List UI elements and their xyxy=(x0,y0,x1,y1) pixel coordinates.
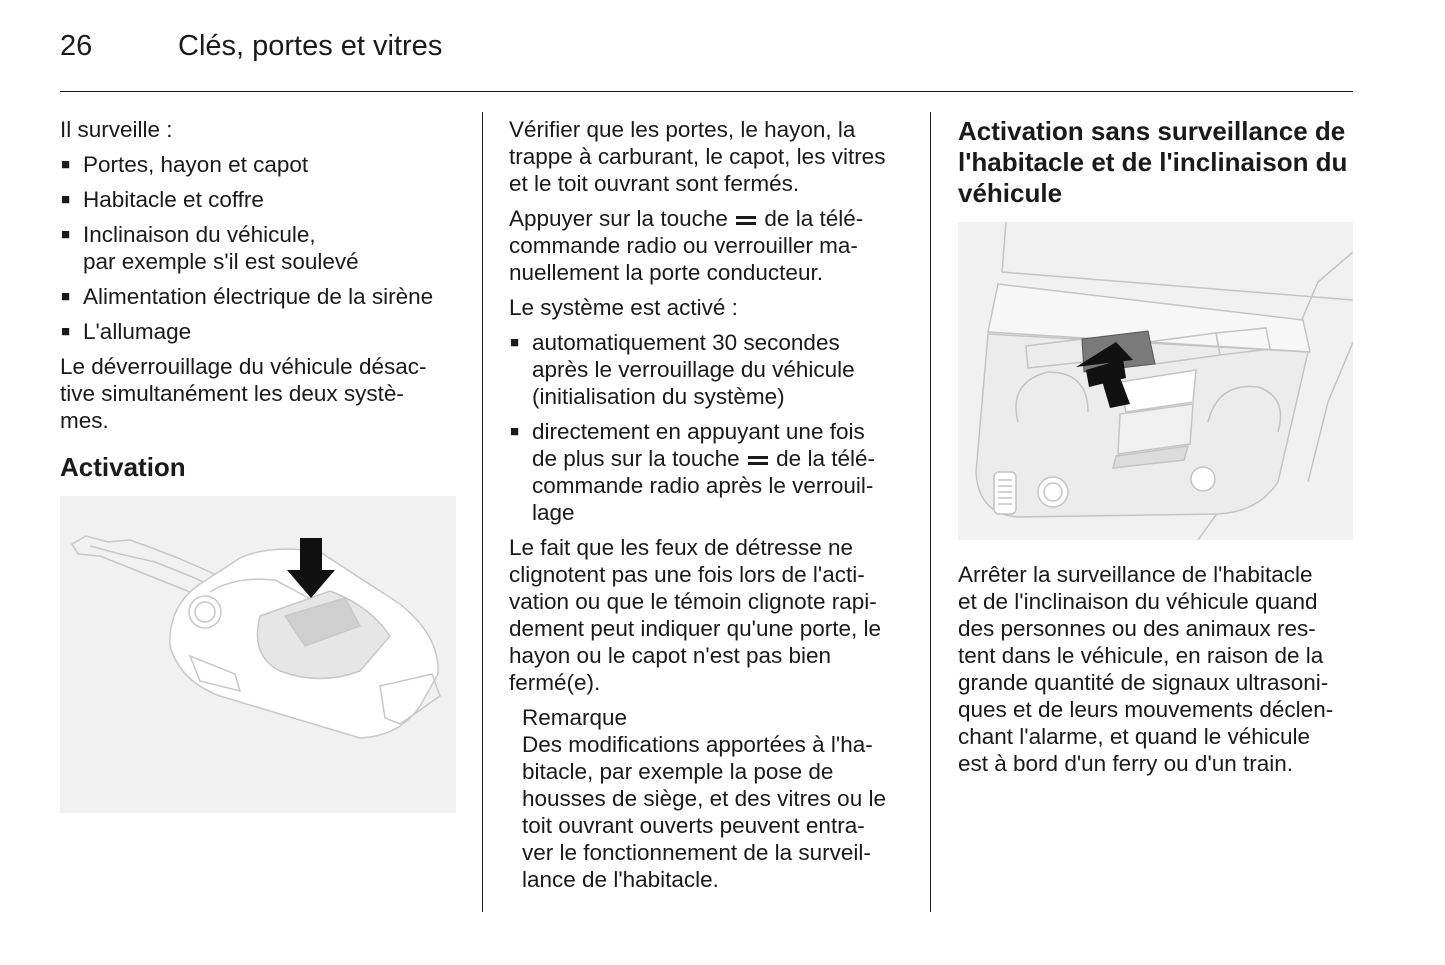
bullet-line: de plus sur la touche xyxy=(532,446,740,471)
text-line: Vérifier que les portes, le hayon, la xyxy=(509,117,856,142)
bullet-line: de la télé- xyxy=(776,446,875,471)
note-body xyxy=(522,731,909,893)
column-3-text xyxy=(958,561,1353,785)
column-2 xyxy=(509,116,909,893)
bullet-item: ■ Alimentation électrique de la sirène xyxy=(60,283,465,310)
bullet-item: ■ L'allumage xyxy=(60,318,465,345)
text-line: Le fait que les feux de détresse ne xyxy=(509,535,853,560)
column-divider-2 xyxy=(930,112,931,912)
unlock-paragraph xyxy=(60,353,465,434)
activation-heading: Activation xyxy=(60,452,186,482)
text-line: est à bord d'un ferry ou d'un train. xyxy=(958,751,1294,776)
bullet-line: automatiquement 30 secondes xyxy=(532,330,840,355)
lock-key-icon xyxy=(748,456,768,465)
text-line: nuellement la porte conducteur. xyxy=(509,260,823,285)
check-paragraph xyxy=(509,116,909,197)
text-line: Des modifications apportées à l'ha- xyxy=(522,732,873,757)
bullet-line: lage xyxy=(532,500,575,525)
note-title: Remarque xyxy=(522,705,628,730)
text-line: et de l'inclinaison du véhicule quand xyxy=(958,589,1318,614)
column-divider-1 xyxy=(482,112,483,912)
text-line: ver le fonctionnement de la surveil- xyxy=(522,840,871,865)
text-line: commande radio ou verrouiller ma- xyxy=(509,233,858,258)
column-3 xyxy=(958,116,1353,209)
bullet-item xyxy=(60,221,465,275)
text-line: Appuyer sur la touche xyxy=(509,206,728,231)
text-line: clignotent pas une fois lors de l'acti- xyxy=(509,562,865,587)
bullet-item: ■ Portes, hayon et capot xyxy=(60,151,465,178)
section-heading xyxy=(958,116,1353,209)
text-line: grande quantité de signaux ultrasoni- xyxy=(958,670,1329,695)
intro-text: Il surveille : xyxy=(60,117,173,142)
deactivation-paragraph xyxy=(958,561,1353,777)
text-line: fermé(e). xyxy=(509,670,601,695)
bullet-item: ■ Habitacle et coffre xyxy=(60,186,465,213)
text-line: lance de l'habitacle. xyxy=(522,867,719,892)
heading-line: l'habitacle et de l'inclinaison du xyxy=(958,147,1348,177)
activated-text: Le système est activé : xyxy=(509,295,738,320)
text-line: housses de siège, et des vitres ou le xyxy=(522,786,886,811)
hazard-paragraph xyxy=(509,534,909,696)
chapter-title: Clés, portes et vitres xyxy=(178,30,443,62)
page-number: 26 xyxy=(60,30,93,62)
heading-line: véhicule xyxy=(958,178,1063,208)
bullet-line: après le verrouillage du véhicule xyxy=(532,357,855,382)
column-1 xyxy=(60,116,465,483)
text-line: Le déverrouillage du véhicule désac- xyxy=(60,354,427,379)
bullet-item xyxy=(509,418,909,526)
text-line: chant l'alarme, et quand le véhicule xyxy=(958,724,1311,749)
heading-line: Activation sans surveillance de xyxy=(958,116,1346,146)
overhead-console-figure xyxy=(958,222,1353,540)
press-paragraph xyxy=(509,205,909,286)
text-line: bitacle, par exemple la pose de xyxy=(522,759,834,784)
bullet-line: Inclinaison du véhicule, xyxy=(83,222,316,247)
remote-key-illustration xyxy=(60,496,456,813)
note-block xyxy=(509,704,909,893)
text-line: dement peut indiquer qu'une porte, le xyxy=(509,616,882,641)
remote-key-figure xyxy=(60,496,456,813)
bullet-line: par exemple s'il est soulevé xyxy=(83,249,359,274)
text-line: toit ouvrant ouverts peuvent entra- xyxy=(522,813,865,838)
bullet-line: (initialisation du système) xyxy=(532,384,785,409)
text-line: Arrêter la surveillance de l'habitacle xyxy=(958,562,1313,587)
bullet-item xyxy=(509,329,909,410)
text-line: mes. xyxy=(60,408,109,433)
text-line: tent dans le véhicule, en raison de la xyxy=(958,643,1324,668)
text-line: vation ou que le témoin clignote rapi- xyxy=(509,589,877,614)
overhead-console-illustration xyxy=(958,222,1353,540)
text-line: hayon ou le capot n'est pas bien xyxy=(509,643,832,668)
text-line: tive simultanément les deux systè- xyxy=(60,381,404,406)
text-line: des personnes ou des animaux res- xyxy=(958,616,1316,641)
text-line: et le toit ouvrant sont fermés. xyxy=(509,171,800,196)
lock-key-icon xyxy=(736,216,756,225)
header-rule xyxy=(60,91,1353,92)
text-line: de la télé- xyxy=(764,206,864,231)
bullet-line: commande radio après le verrouil- xyxy=(532,473,874,498)
bullet-line: directement en appuyant une fois xyxy=(532,419,865,444)
text-line: trappe à carburant, le capot, les vitres xyxy=(509,144,886,169)
text-line: ques et de leurs mouvements déclen- xyxy=(958,697,1334,722)
